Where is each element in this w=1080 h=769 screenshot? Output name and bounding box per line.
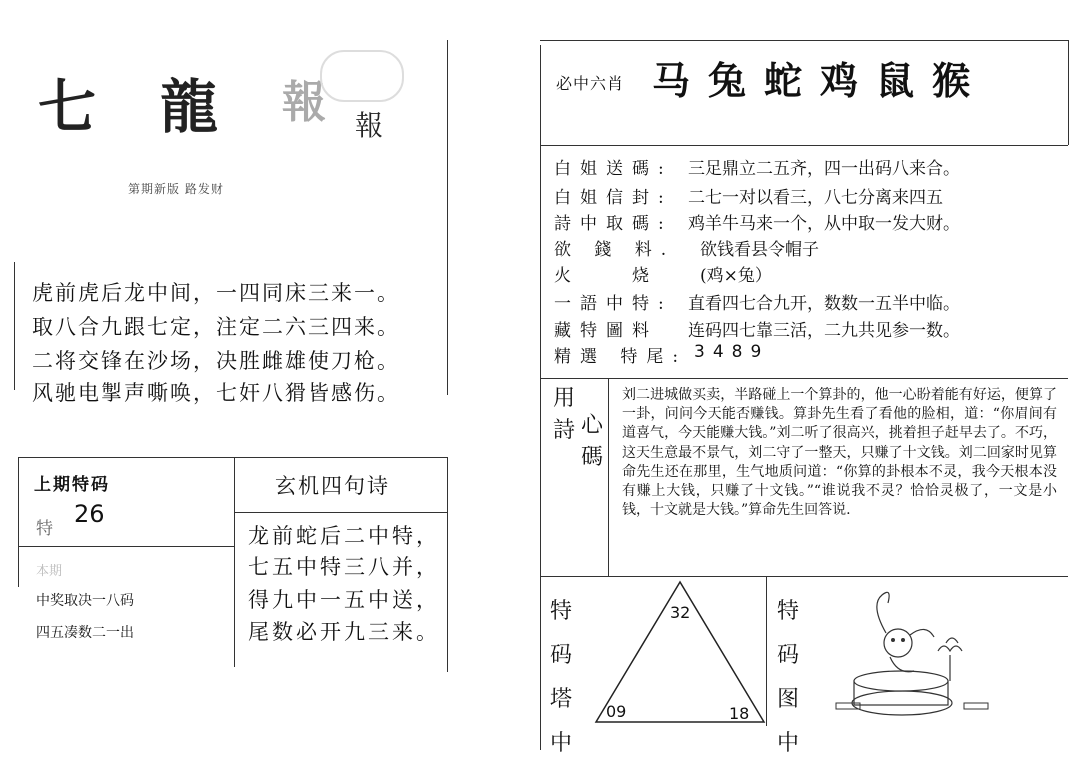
header-bottom-border	[540, 145, 1068, 146]
riddle-line: 七五中特三八并，	[248, 555, 440, 579]
title-char-report: 報	[355, 109, 384, 142]
info-value: 3489	[694, 342, 770, 362]
info-value: 连码四七靠三活，二九共见参一数。	[688, 321, 960, 341]
pyramid-left-label: 特 码 塔 中	[549, 599, 572, 756]
last-special-heading: 上期特码	[34, 475, 110, 495]
riddle-line: 得九中一五中送，	[248, 588, 440, 612]
faded-note: 本期	[36, 564, 63, 579]
hint-line: 四五凑数二一出	[36, 625, 134, 641]
story-bottom-border	[540, 576, 1068, 577]
zodiac-rat: 鼠	[876, 59, 933, 103]
story-side-label-left: 用 詩	[552, 386, 575, 443]
special-box-border	[18, 546, 234, 547]
title-char-dragon: 龍	[160, 73, 221, 141]
zodiac-rooster: 鸡	[820, 59, 877, 103]
special-number: 26	[74, 500, 105, 528]
info-value: 二七一对以看三，八七分离来四五	[688, 188, 943, 208]
left-page-edge	[447, 40, 448, 395]
pyramid-bottom-left-number: 09	[606, 702, 627, 721]
issue-subtitle: 第期新版 路发财	[128, 182, 224, 196]
title-char-seven: 七	[38, 73, 99, 141]
story-divider	[608, 378, 609, 576]
title-char-faded: 報	[282, 77, 328, 128]
riddle-line: 尾数必开九三来。	[248, 620, 440, 644]
header-top-border	[540, 40, 1068, 41]
zodiac-horse: 马	[652, 59, 709, 103]
zodiac-rabbit: 兔	[708, 59, 765, 103]
pyramid-bottom-right-number: 18	[729, 704, 750, 723]
info-value: 鸡羊牛马来一个，从中取一发大财。	[688, 214, 960, 234]
info-value: 三足鼎立二五齐，四一出码八来合。	[688, 159, 960, 179]
poem-line: 二将交锋在沙场，决胜雌雄使刀枪。	[32, 349, 400, 373]
info-label: 詩中取碼:	[554, 214, 673, 234]
zodiac-snake: 蛇	[764, 59, 821, 103]
special-label: 特	[36, 519, 53, 539]
poem-line: 取八合九跟七定，注定二六三四来。	[32, 315, 400, 339]
info-label: 白姐送碼:	[554, 159, 673, 179]
box-top-border	[18, 457, 448, 458]
info-label: 白姐信封:	[554, 188, 673, 208]
info-label: 精選 特尾:	[554, 347, 688, 367]
poem-line: 风驰电掣声嘶唤，七奸八猾皆感伤。	[32, 381, 400, 405]
logo-swirl	[320, 50, 404, 102]
right-outer-border	[540, 45, 541, 750]
story-text: 刘二进城做买卖，半路碰上一个算卦的，他一心盼着能有好运，便算了一卦，问问今天能否赚钱。算卦先生看了看他的脸相，道：“你眉间有道喜气，今天能赚大钱。”刘二听了很高兴，挑着担子赶早去了。不巧，这天生意最不景气，刘二守了一整天，只赚了十文钱。刘二回家时见算命先生还在那里，生气地质问道：“你算的卦根本不灵，我今天根本没有赚上大钱，只赚了十文钱。”“谁说我不灵？恰恰灵极了，一文是小钱，十文就是大钱。”算命先生回答说.	[622, 387, 1057, 519]
info-value: (鸡×兔）	[700, 266, 772, 286]
left-border	[14, 262, 15, 390]
info-label: 欲 錢 料.	[554, 240, 676, 260]
info-label: 火 烧	[554, 266, 658, 286]
monkey-illustration	[830, 585, 1000, 725]
header-prefix: 必中六肖	[556, 74, 625, 93]
riddle-heading: 玄机四句诗	[275, 474, 390, 498]
box-divider	[234, 457, 235, 667]
info-value: 欲钱看县令帽子	[700, 240, 819, 260]
box-right-border	[447, 457, 448, 672]
pyramid-top-number: 32	[670, 603, 691, 622]
hint-line: 中奖取决一八码	[36, 593, 134, 609]
zodiac-monkey: 猴	[932, 59, 989, 103]
story-top-border	[540, 378, 1068, 379]
box-left-border	[18, 457, 19, 587]
riddle-heading-border	[234, 512, 448, 513]
poem-line: 虎前虎后龙中间，一四同床三来一。	[32, 281, 400, 305]
zodiac-list	[652, 50, 988, 105]
story-side-label-right: 心 碼	[580, 413, 603, 470]
info-label: 一語中特:	[554, 294, 673, 314]
header-right-border	[1068, 40, 1069, 145]
info-value: 直看四七合九开，数数一五半中临。	[688, 294, 960, 314]
info-label: 藏特圖料	[554, 321, 658, 341]
pyramid-right-label: 特 码 图 中	[776, 599, 799, 756]
riddle-line: 龙前蛇后二中特，	[248, 524, 440, 548]
